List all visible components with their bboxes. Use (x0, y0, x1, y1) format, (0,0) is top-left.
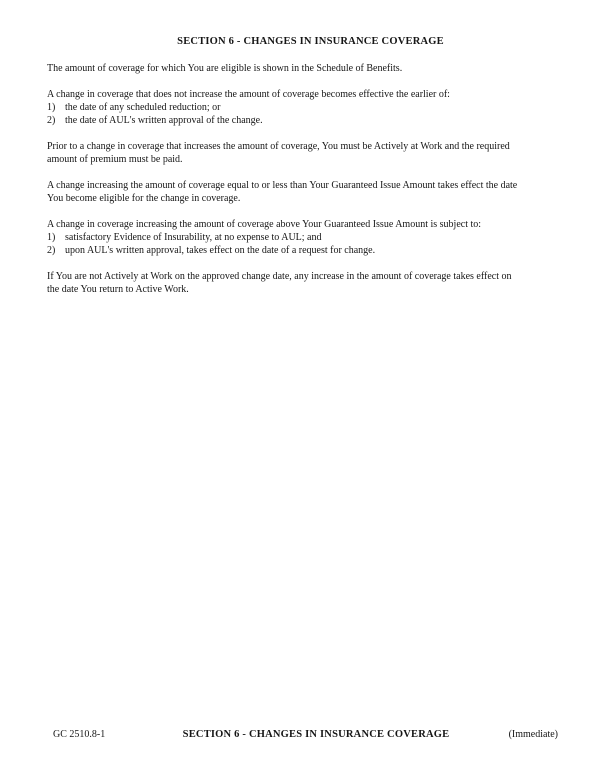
list-item (47, 231, 550, 244)
list-item-number: 1) (47, 232, 56, 243)
list-item (47, 244, 550, 257)
list-item (47, 114, 550, 127)
text-line: Prior to a change in coverage that increases the amount of coverage, You must be Actively at Work and the required (47, 141, 510, 152)
footer-section-title: SECTION 6 - CHANGES IN INSURANCE COVERAGE (182, 729, 450, 740)
text-line: A change increasing the amount of coverage equal to or less than Your Guaranteed Issue Amount takes effect the date (47, 180, 518, 191)
footer-timing-note: (Immediate) (508, 729, 558, 740)
paragraph-no-increase-intro: A change in coverage that does not increase the amount of coverage becomes effective the earlier of: (47, 89, 450, 100)
numbered-list-no-increase (47, 101, 550, 127)
paragraph-not-active (47, 270, 550, 296)
list-item-text: upon AUL's written approval, takes effect on the date of a request for change. (65, 245, 376, 256)
list-item-number: 1) (47, 102, 56, 113)
list-item-text: the date of any scheduled reduction; or (65, 102, 221, 113)
list-item-text: the date of AUL's written approval of the change. (65, 115, 263, 126)
paragraph-above-gi-intro: A change in coverage increasing the amount of coverage above Your Guaranteed Issue Amount is subject to: (47, 219, 482, 230)
paragraph-eligibility: The amount of coverage for which You are eligible is shown in the Schedule of Benefits. (47, 63, 403, 74)
text-line: If You are not Actively at Work on the approved change date, any increase in the amount of coverage takes effect on (47, 271, 512, 282)
paragraph-guaranteed-issue (47, 179, 550, 205)
paragraph-prior-change (47, 140, 550, 166)
text-line: You become eligible for the change in coverage. (47, 193, 241, 204)
text-line: the date You return to Active Work. (47, 284, 189, 295)
text-line: amount of premium must be paid. (47, 154, 183, 165)
document-body (47, 35, 550, 309)
list-item (47, 101, 550, 114)
list-item-number: 2) (47, 115, 56, 126)
list-item-number: 2) (47, 245, 56, 256)
list-item-text: satisfactory Evidence of Insurability, at no expense to AUL; and (65, 232, 322, 243)
numbered-list-above-gi (47, 231, 550, 257)
section-heading: SECTION 6 - CHANGES IN INSURANCE COVERAGE (177, 36, 444, 47)
footer-form-number: GC 2510.8-1 (53, 729, 106, 740)
page-footer (0, 728, 600, 742)
